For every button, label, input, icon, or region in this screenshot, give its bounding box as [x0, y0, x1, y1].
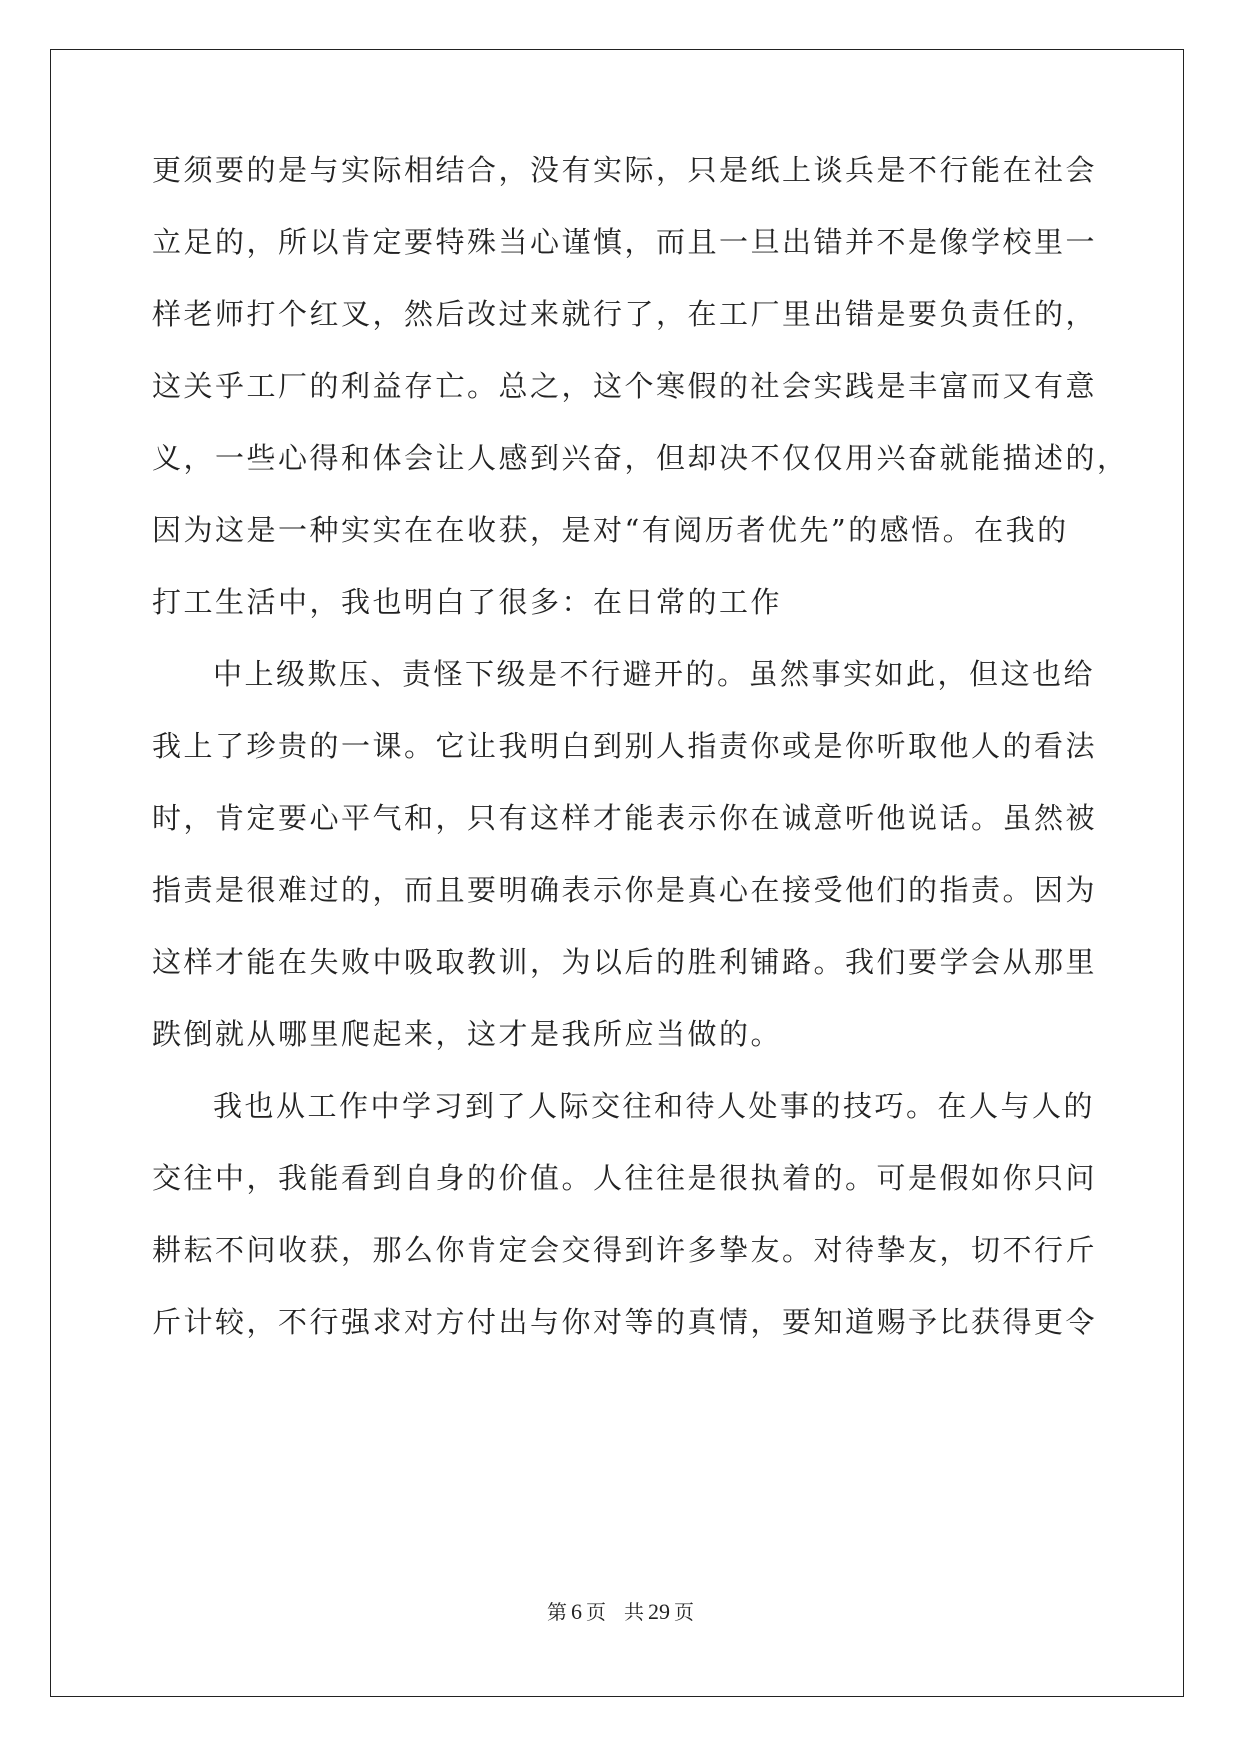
text-line: 我上了珍贵的一课。它让我明白到别人指责你或是你听取他人的看法 — [152, 729, 1098, 763]
text-line: 义，一些心得和体会让人感到兴奋，但却决不仅仅用兴奋就能描述的， — [152, 441, 1129, 475]
text-line: 我也从工作中学习到了人际交往和待人处事的技巧。在人与人的 — [213, 1089, 1096, 1123]
text-line: 耕耘不问收获，那么你肯定会交得到许多挚友。对待挚友，切不行斤 — [152, 1233, 1098, 1267]
text-line: 跌倒就从哪里爬起来，这才是我所应当做的。 — [152, 1017, 783, 1051]
total-suffix: 页 — [674, 1602, 694, 1624]
text-line: 这样才能在失败中吸取教训，为以后的胜利铺路。我们要学会从那里 — [152, 945, 1098, 979]
text-line: 交往中，我能看到自身的价值。人往往是很执着的。可是假如你只问 — [152, 1161, 1098, 1195]
text-line: 中上级欺压、责怪下级是不行避开的。虽然事实如此，但这也给 — [213, 657, 1096, 691]
text-line: 打工生活中，我也明白了很多：在日常的工作 — [152, 585, 783, 619]
text-line: 时，肯定要心平气和，只有这样才能表示你在诚意听他说话。虽然被 — [152, 801, 1098, 835]
page-suffix: 页 — [586, 1602, 606, 1624]
page-prefix: 第 — [547, 1602, 567, 1624]
total-pages: 29 — [648, 1599, 670, 1624]
page-number: 6 — [571, 1599, 582, 1624]
text-line: 更须要的是与实际相结合，没有实际，只是纸上谈兵是不行能在社会 — [152, 153, 1098, 187]
text-line: 斤计较，不行强求对方付出与你对等的真情，要知道赐予比获得更令 — [152, 1305, 1098, 1339]
text-line: 因为这是一种实实在在收获，是对“有阅历者优先”的感悟。在我的 — [152, 513, 1069, 547]
total-prefix: 共 — [624, 1602, 644, 1624]
text-line: 这关乎工厂的利益存亡。总之，这个寒假的社会实践是丰富而又有意 — [152, 369, 1098, 403]
page-footer — [0, 1596, 1241, 1625]
text-line: 指责是很难过的，而且要明确表示你是真心在接受他们的指责。因为 — [152, 873, 1098, 907]
text-line: 立足的，所以肯定要特殊当心谨慎，而且一旦出错并不是像学校里一 — [152, 225, 1098, 259]
text-line: 样老师打个红叉，然后改过来就行了，在工厂里出错是要负责任的， — [152, 297, 1098, 331]
